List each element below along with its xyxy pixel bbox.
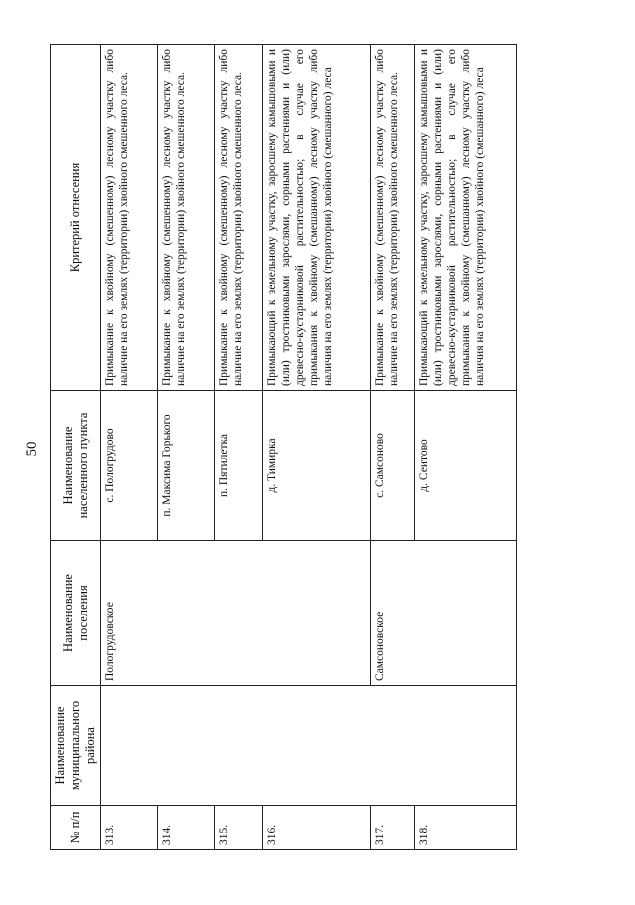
header-settlement: Наименование поселения xyxy=(51,541,101,686)
row-num: 314. xyxy=(158,806,215,850)
header-locality: Наименование населенного пункта xyxy=(51,391,101,541)
locality-cell: д. Сеитово xyxy=(415,391,517,541)
criterion-cell: Примыкание к хвойному (смешенному) лесному участку либо наличие на его землях (территории) хвойного смешенного леса. xyxy=(101,45,158,391)
criterion-cell: Примыкание к хвойному (смешенному) лесному участку либо наличие на его землях (территории) хвойного смешенного леса. xyxy=(158,45,215,391)
criterion-cell: Примыкание к хвойному (смешенному) лесному участку либо наличие на его землях (территории) хвойного смешенного леса. xyxy=(371,45,415,391)
criterion-cell: Примыкающий к земельному участку, заросшему камышовыми и (или) тростниковыми зарослями, сорными растениями и (или) древесно-кустарниковой растительностью; в случае его примыкания к хвойному (смешанному) лесному участку либо наличия на его землях (территории) хвойного (смешанного) леса xyxy=(263,45,371,391)
row-num: 316. xyxy=(263,806,371,850)
locality-cell: д. Тимирка xyxy=(263,391,371,541)
header-criterion: Критерий отнесения xyxy=(51,45,101,391)
header-district: Наименование муниципального района xyxy=(51,686,101,806)
settlement-cell: Пологрудовское xyxy=(101,541,371,686)
locality-cell: п. Максима Горького xyxy=(158,391,215,541)
settlements-table xyxy=(50,44,517,850)
page-number: 50 xyxy=(24,441,40,457)
row-num: 318. xyxy=(415,806,517,850)
header-num: № п/п xyxy=(51,806,101,850)
rotated-table-container xyxy=(50,45,510,850)
criterion-cell: Примыкание к хвойному (смешенному) лесному участку либо наличие на его землях (территории) хвойного смешенного леса. xyxy=(215,45,263,391)
table-header-row xyxy=(51,45,101,850)
locality-cell: с. Самсоново xyxy=(371,391,415,541)
district-cell xyxy=(101,686,517,806)
locality-cell: с. Пологрудово xyxy=(101,391,158,541)
table-row xyxy=(101,45,158,850)
row-num: 313. xyxy=(101,806,158,850)
criterion-cell: Примыкающий к земельному участку, заросшему камышовыми и (или) тростниковыми зарослями, сорными растениями и (или) древесно-кустарниковой растительностью; в случае его примыкания к хвойному (смешанному) лесному участку либо наличия на его землях (территории) хвойного (смешанного) леса xyxy=(415,45,517,391)
row-num: 315. xyxy=(215,806,263,850)
locality-cell: п. Пятилетка xyxy=(215,391,263,541)
settlement-cell: Самсоновское xyxy=(371,541,517,686)
row-num: 317. xyxy=(371,806,415,850)
